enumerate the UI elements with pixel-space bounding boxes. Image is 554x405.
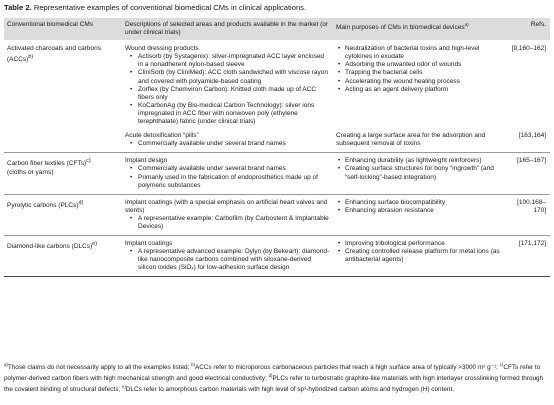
plc-purpose-list [336, 199, 500, 215]
list-item: • Acting as an agent delivery platform [336, 86, 500, 94]
footnote-b: ACCs refer to microporous carbonaceous particles that reach a high surface area of typically >3000 m² g⁻¹; [194, 364, 498, 372]
footnote-e-mark: e) [121, 384, 126, 390]
cell-acc-detox-desc [122, 127, 333, 153]
list-item: • Improving tribological performance [336, 240, 500, 248]
cell-dlc-refs: [171,172] [503, 236, 550, 277]
list-item: • Adsorbing the unwanted odor of wounds [336, 61, 500, 69]
cell-dlc-desc [122, 236, 333, 277]
dlc-desc-list [125, 248, 330, 272]
header-row [4, 18, 550, 40]
acc-footnote-mark: b) [28, 54, 34, 61]
cell-cft-name [4, 153, 122, 194]
dlc-desc-title: Implant coatings [125, 240, 173, 248]
cell-cft-refs: [165–167] [503, 153, 550, 194]
footnote-a-mark: a) [4, 362, 8, 367]
cft-desc-list [125, 165, 330, 189]
table-container [4, 18, 550, 277]
list-item: • A representative example: Carbofilm (by Carbostent & Implantable Devices) [125, 215, 330, 231]
cell-cft-purposes [333, 153, 503, 194]
list-item: • Zorflex (by Chemviron Carbon): Knitted cloth made up of ACC fibers only [125, 86, 330, 102]
list-item: • KoCarbonAg (by Bio-medical Carbon Technology): silver ions impregnated in ACC fiber with nonwoven poly (ethylene terephthalate) fabric (under clinical trials) [125, 102, 330, 126]
table-row-cft [4, 153, 550, 194]
list-item: • Trapping the bacterial cells [336, 69, 500, 77]
cell-plc-purposes [333, 194, 503, 235]
footnote-line-1 [4, 361, 550, 394]
dlc-name: Diamond-like carbons (DLCs) [7, 243, 93, 251]
header-purposes-text: Main purposes of CMs in biomedical devices [336, 24, 465, 32]
cell-dlc-name [4, 236, 122, 277]
cell-acc-detox-purpose: Creating a large surface area for the adsorption and subsequent removal of toxins [333, 127, 503, 153]
cft-footnote-mark: c) [86, 158, 91, 165]
list-item: • Accelerating the wound healing process [336, 78, 500, 86]
cell-plc-desc [122, 194, 333, 235]
footnote-e: DLCs refer to amorphous carbon materials with high level of sp³-hybridized carbon atoms and hydrogen (H) content. [125, 386, 454, 394]
cell-acc-detox-refs: [163,164] [503, 127, 550, 153]
caption-label: Table 2. [4, 3, 32, 12]
table-row-dlc [4, 236, 550, 277]
table-caption [4, 3, 306, 13]
cell-dlc-purposes [333, 236, 503, 277]
list-item: • Creating controlled release platform for metal ions (as antibacterial agents) [336, 248, 500, 264]
header-purposes-footnote-mark: a) [464, 22, 469, 27]
plc-footnote-mark: d) [78, 199, 84, 206]
cell-acc-wound-purposes [333, 40, 503, 127]
acc-wound-list [125, 53, 330, 126]
header-purposes [333, 18, 503, 40]
cell-acc-wound-refs: [9,160–162] [511, 45, 546, 53]
list-item: • Enhancing surface biocompatibility [336, 199, 500, 207]
list-item: • Commercially available under several brand names [125, 165, 330, 173]
cell-acc-name [4, 40, 122, 127]
footnote-c-mark: c) [499, 362, 504, 367]
cell-cft-desc [122, 153, 333, 194]
cell-plc-refs: [100,168–170] [503, 194, 550, 235]
plc-name: Pyrolytic carbons (PLCs) [7, 201, 79, 209]
list-item: • Neutralization of bacterial toxins and high-level cytokines in exudate [336, 45, 500, 61]
list-item: • Enhancing abrasion resistance [336, 207, 500, 215]
dlc-footnote-mark: e) [92, 241, 98, 248]
table-row-acc-detox [4, 127, 550, 153]
footnote-b-mark: b) [191, 362, 195, 367]
footnote-d: PLCs refer to turbostratic graphite-like materials with high interlayer crosslinking formed through the covalent binding of structural defects; [4, 375, 544, 394]
list-item: • Enhancing durability (as lightweight reinforcers) [336, 157, 500, 165]
header-descriptions: Descriptions of selected areas and products available in the market (or under clinical trials) [122, 18, 333, 40]
acc-wound-purpose-list [336, 45, 500, 94]
footnote-c: CFTs refer to polymer-derived carbon fibers with high mechanical strength and good electrical conductivity; [4, 364, 541, 383]
acc-wound-title: Wound dressing products [125, 45, 199, 53]
cft-purpose-list [336, 157, 500, 181]
list-item: • Actisorb (by Systagenix): silver-impregnated ACC layer enclosed in a nonadherent nylon-based sleeve [125, 53, 330, 69]
table-row-plc [4, 194, 550, 235]
table-footnotes [4, 361, 550, 394]
cell-acc-empty [4, 127, 122, 153]
list-item: • Commercially available under several brand names [125, 140, 330, 148]
cell-acc-wound-desc [122, 40, 333, 127]
footnote-a: Those claims do not necessarily apply to all the examples listed; [7, 364, 190, 372]
acc-detox-list [125, 140, 330, 148]
cft-name-sub: (cloths or yarns) [7, 168, 54, 176]
list-item: • A representative advanced example: Dylyn (by Bekeart): diamond-like nanocomposite carbons combined with siloxane-derived silicon oxides (SiOₓ) for low-adhesion surface design [125, 248, 330, 272]
cft-name: Carbon fiber textiles (CFTs) [7, 160, 87, 168]
dlc-purpose-list [336, 240, 500, 264]
cms-table [4, 18, 550, 277]
footnote-d-mark: d) [268, 373, 273, 379]
header-refs: Refs. [503, 18, 550, 40]
cell-plc-name [4, 194, 122, 235]
cft-desc-title: Implant design [125, 157, 168, 165]
table-header [4, 18, 550, 40]
list-item: • Creating surface structures for bony “ingrowth” (and “self-locking”-based integration) [336, 165, 500, 181]
plc-desc-title: Implant coatings (with a special emphasis on artificial heart valves and stents) [125, 198, 328, 214]
caption-text: Representative examples of conventional biomedical CMs in clinical applications. [33, 3, 307, 12]
acc-detox-title: Acute detoxification “pills” [125, 132, 199, 140]
plc-desc-list [125, 215, 330, 231]
acc-name: Activated charcoals and carbons (ACCs) [7, 45, 101, 64]
table-body [4, 40, 550, 277]
header-cms: Conventional biomedical CMs [4, 18, 122, 40]
table-row-acc-wound [4, 40, 550, 127]
list-item: • CliniSorb (by CliniMed): ACC cloth sandwiched with viscose rayon and covered with polyamide-based coating [125, 69, 330, 85]
list-item: • Primarily used in the fabrication of endoprosthetics made up of polymeric substances [125, 174, 330, 190]
